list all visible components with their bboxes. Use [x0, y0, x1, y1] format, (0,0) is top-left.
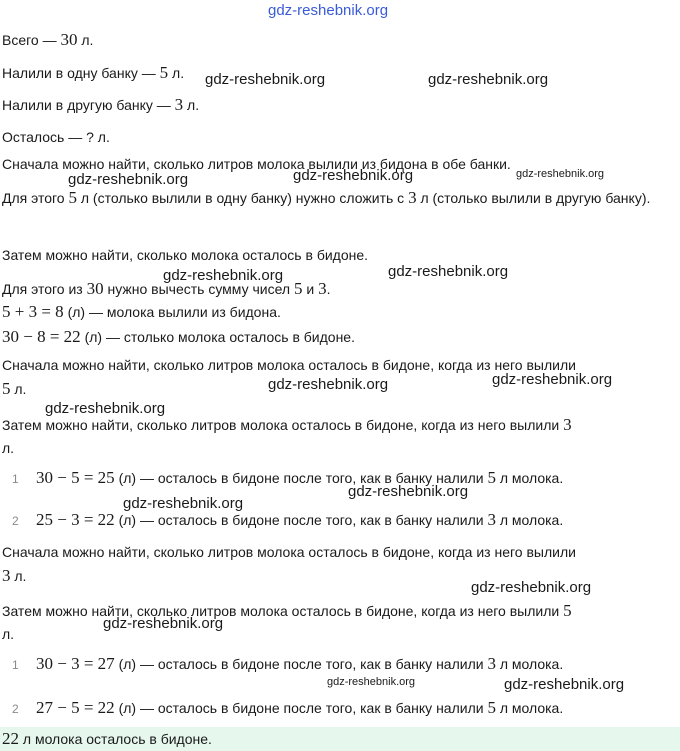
equation: 30 − 3 = 27 — [36, 654, 115, 673]
text: Для этого из — [2, 281, 87, 297]
value: 3 — [487, 654, 496, 673]
text: л. — [10, 568, 27, 584]
equation: 5 + 3 = 8 — [2, 302, 64, 321]
list-number: 1 — [12, 658, 19, 672]
text: (л) — молока вылили из бидона. — [63, 304, 281, 320]
method2-then — [2, 413, 670, 460]
method1-intro: Сначала можно найти, сколько литров молока вылили из бидона в обе банки. — [2, 156, 511, 172]
value: 3 — [2, 566, 11, 585]
method3-step-2 — [36, 698, 563, 718]
watermark: gdz-reshebnik.org — [348, 483, 469, 500]
value: 30 — [60, 30, 78, 49]
watermark: gdz-reshebnik.org — [327, 676, 416, 688]
method2-step-2 — [36, 510, 563, 530]
watermark: gdz-reshebnik.org — [163, 267, 284, 284]
answer — [0, 727, 680, 751]
equation: 25 − 3 = 22 — [36, 510, 115, 529]
watermark: gdz-reshebnik.org — [205, 71, 326, 88]
unit: л. — [168, 65, 185, 81]
text: и — [302, 281, 319, 297]
value: 5 — [563, 601, 572, 620]
text: Затем можно найти, сколько литров молока осталось в бидоне, когда из него вылили — [2, 603, 564, 619]
watermark: gdz-reshebnik.org — [103, 615, 224, 632]
method1-step — [2, 186, 670, 210]
watermark: gdz-reshebnik.org — [68, 171, 189, 188]
text: л молока. — [495, 700, 564, 716]
value: 22 — [2, 729, 19, 748]
list-number: 1 — [12, 472, 19, 486]
text: л молока. — [495, 470, 564, 486]
condition-total — [2, 30, 93, 50]
value: 3 — [563, 415, 572, 434]
equation: 27 − 5 = 22 — [36, 698, 115, 717]
condition-first-jar — [2, 63, 184, 83]
text: нужно вычесть сумму чисел — [103, 281, 294, 297]
text: л. — [2, 440, 15, 456]
text: Сначала можно найти, сколько литров молока осталось в бидоне, когда из него вылили — [2, 357, 576, 373]
value: 5 — [293, 279, 303, 298]
label: Налили в другую банку — — [2, 97, 175, 113]
watermark: gdz-reshebnik.org — [268, 376, 389, 393]
list-number: 2 — [12, 702, 19, 716]
unit: л. — [183, 97, 200, 113]
watermark-top: gdz-reshebnik.org — [268, 2, 389, 19]
text: (л) — столько молока осталось в бидоне. — [80, 329, 355, 345]
text: л. — [2, 626, 15, 642]
value: 3 — [487, 510, 496, 529]
value: 3 — [318, 279, 327, 298]
text: (л) — осталось в бидоне после того, как в банку налили — [114, 656, 488, 672]
unit: л. — [77, 32, 94, 48]
watermark: gdz-reshebnik.org — [293, 167, 414, 184]
text: Затем можно найти, сколько литров молока осталось в бидоне, когда из него вылили — [2, 417, 564, 433]
watermark: gdz-reshebnik.org — [471, 579, 592, 596]
value: 5 — [487, 698, 496, 717]
value: 5 — [68, 188, 77, 207]
watermark: gdz-reshebnik.org — [388, 263, 509, 280]
condition-left: Осталось — ? л. — [2, 129, 110, 145]
method1-then: Затем можно найти, сколько молока осталось в бидоне. — [2, 247, 369, 263]
text: (л) — осталось в бидоне после того, как в банку налили — [114, 512, 488, 528]
watermark: gdz-reshebnik.org — [428, 71, 549, 88]
list-number: 2 — [12, 514, 19, 528]
equation: 30 − 8 = 22 — [2, 327, 81, 346]
text: Для этого — [2, 190, 69, 206]
condition-second-jar — [2, 95, 199, 115]
method2-step-1 — [36, 468, 563, 488]
value: 5 — [159, 63, 169, 82]
value: 5 — [487, 468, 496, 487]
text: . — [326, 281, 331, 297]
text: л. — [10, 381, 27, 397]
text: л молока. — [495, 512, 564, 528]
text: л молока. — [495, 656, 564, 672]
text: л (столько вылили в одну банку) нужно сложить с — [76, 190, 409, 206]
method3-step-1 — [36, 654, 563, 674]
value: 3 — [174, 95, 184, 114]
value: 3 — [408, 188, 417, 207]
value: 5 — [2, 379, 11, 398]
text: (л) — осталось в бидоне после того, как в банку налили — [114, 700, 488, 716]
text: Сначала можно найти, сколько литров молока осталось в бидоне, когда из него вылили — [2, 544, 576, 560]
method1-equation-2 — [2, 327, 355, 347]
text: л молока осталось в бидоне. — [19, 731, 212, 747]
watermark: gdz-reshebnik.org — [123, 495, 244, 512]
watermark: gdz-reshebnik.org — [516, 168, 605, 180]
text: (л) — осталось в бидоне после того, как в банку налили — [114, 470, 488, 486]
label: Всего — — [2, 32, 61, 48]
watermark: gdz-reshebnik.org — [492, 371, 613, 388]
equation: 30 − 5 = 25 — [36, 468, 115, 487]
label: Налили в одну банку — — [2, 65, 160, 81]
method1-equation-1 — [2, 302, 281, 322]
watermark: gdz-reshebnik.org — [504, 676, 625, 693]
value: 30 — [86, 279, 104, 298]
text: л (столько вылили в другую банку). — [416, 190, 651, 206]
watermark: gdz-reshebnik.org — [45, 400, 166, 417]
